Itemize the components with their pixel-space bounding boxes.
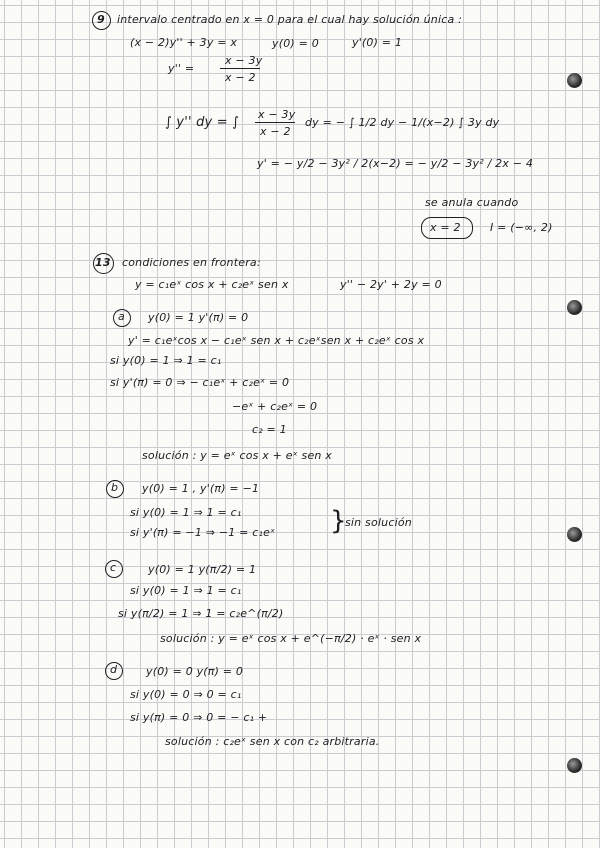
part-c-label: c	[110, 561, 117, 574]
part-a-line-2: si y'(π) = 0 ⇒ − c₁eˣ + c₂eˣ = 0	[110, 376, 290, 389]
yp-result: y' = − y/2 − 3y² / 2(x−2) = − y/2 − 3y² / 2x − 4	[257, 157, 534, 170]
binder-hole	[567, 527, 582, 542]
problem-9-title: intervalo centrado en x = 0 para el cual hay solución única :	[117, 13, 463, 26]
ypp-numerator: x − 3y	[225, 54, 263, 67]
ypp-denominator: x − 2	[225, 71, 256, 84]
part-b-label: b	[111, 481, 119, 494]
problem-9-initial-2: y'(0) = 1	[352, 36, 403, 49]
part-d-line-1: si y(0) = 0 ⇒ 0 = c₁	[130, 688, 242, 701]
part-a-line-4: c₂ = 1	[252, 423, 287, 436]
general-solution: y = c₁eˣ cos x + c₂eˣ sen x	[135, 278, 289, 291]
brace-icon: }	[330, 506, 347, 536]
problem-9-number: 9	[97, 13, 105, 26]
binder-hole	[567, 758, 582, 773]
part-d-solution: solución : c₂eˣ sen x con c₂ arbitraria.	[165, 735, 380, 748]
binder-hole	[567, 73, 582, 88]
part-c-line-1: si y(0) = 1 ⇒ 1 = c₁	[130, 584, 242, 597]
integral-rest: dy = − ∫ 1/2 dy − 1/(x−2) ∫ 3y dy	[305, 116, 500, 129]
integral-fraction-bar	[255, 122, 295, 123]
problem-13-title: condiciones en frontera:	[122, 256, 261, 269]
part-d-label: d	[110, 663, 118, 676]
binder-hole	[567, 300, 582, 315]
part-a-conditions: y(0) = 1 y'(π) = 0	[148, 311, 249, 324]
part-a-label: a	[118, 310, 125, 323]
problem-9-initial-1: y(0) = 0	[272, 37, 319, 50]
part-a-line-1: si y(0) = 1 ⇒ 1 = c₁	[110, 354, 222, 367]
part-c-solution: solución : y = eˣ cos x + e^(−π/2) · eˣ · sen x	[160, 632, 422, 645]
integral-denominator: x − 2	[260, 125, 291, 138]
vanishing-condition: x = 2	[430, 221, 461, 234]
part-b-line-2: si y'(π) = −1 ⇒ −1 = c₁eˣ	[130, 526, 276, 539]
part-c-line-2: si y(π/2) = 1 ⇒ 1 = c₂e^(π/2)	[118, 607, 284, 620]
solution-interval: I = (−∞, 2)	[490, 221, 553, 234]
part-b-conditions: y(0) = 1 , y'(π) = −1	[142, 482, 260, 495]
part-d-conditions: y(0) = 0 y(π) = 0	[146, 665, 244, 678]
part-a-line-3: −eˣ + c₂eˣ = 0	[232, 400, 318, 413]
vanishing-note: se anula cuando	[425, 196, 519, 209]
integral-lhs: ∫ y'' dy = ∫	[165, 115, 240, 130]
integral-numerator: x − 3y	[258, 108, 296, 121]
ypp-fraction-bar	[220, 68, 260, 69]
part-a-solution: solución : y = eˣ cos x + eˣ sen x	[142, 449, 333, 462]
part-a-derivative: y' = c₁eˣcos x − c₁eˣ sen x + c₂eˣsen x + c₂eˣ cos x	[128, 334, 425, 347]
ode: y'' − 2y' + 2y = 0	[340, 278, 442, 291]
part-c-conditions: y(0) = 1 y(π/2) = 1	[148, 563, 257, 576]
part-b-note: sin solución	[345, 516, 412, 529]
part-d-line-2: si y(π) = 0 ⇒ 0 = − c₁ +	[130, 711, 268, 724]
ypp-lhs: y'' =	[168, 62, 195, 75]
problem-13-number: 13	[95, 256, 111, 269]
part-b-line-1: si y(0) = 1 ⇒ 1 = c₁	[130, 506, 242, 519]
problem-9-equation: (x − 2)y'' + 3y = x	[130, 36, 238, 49]
